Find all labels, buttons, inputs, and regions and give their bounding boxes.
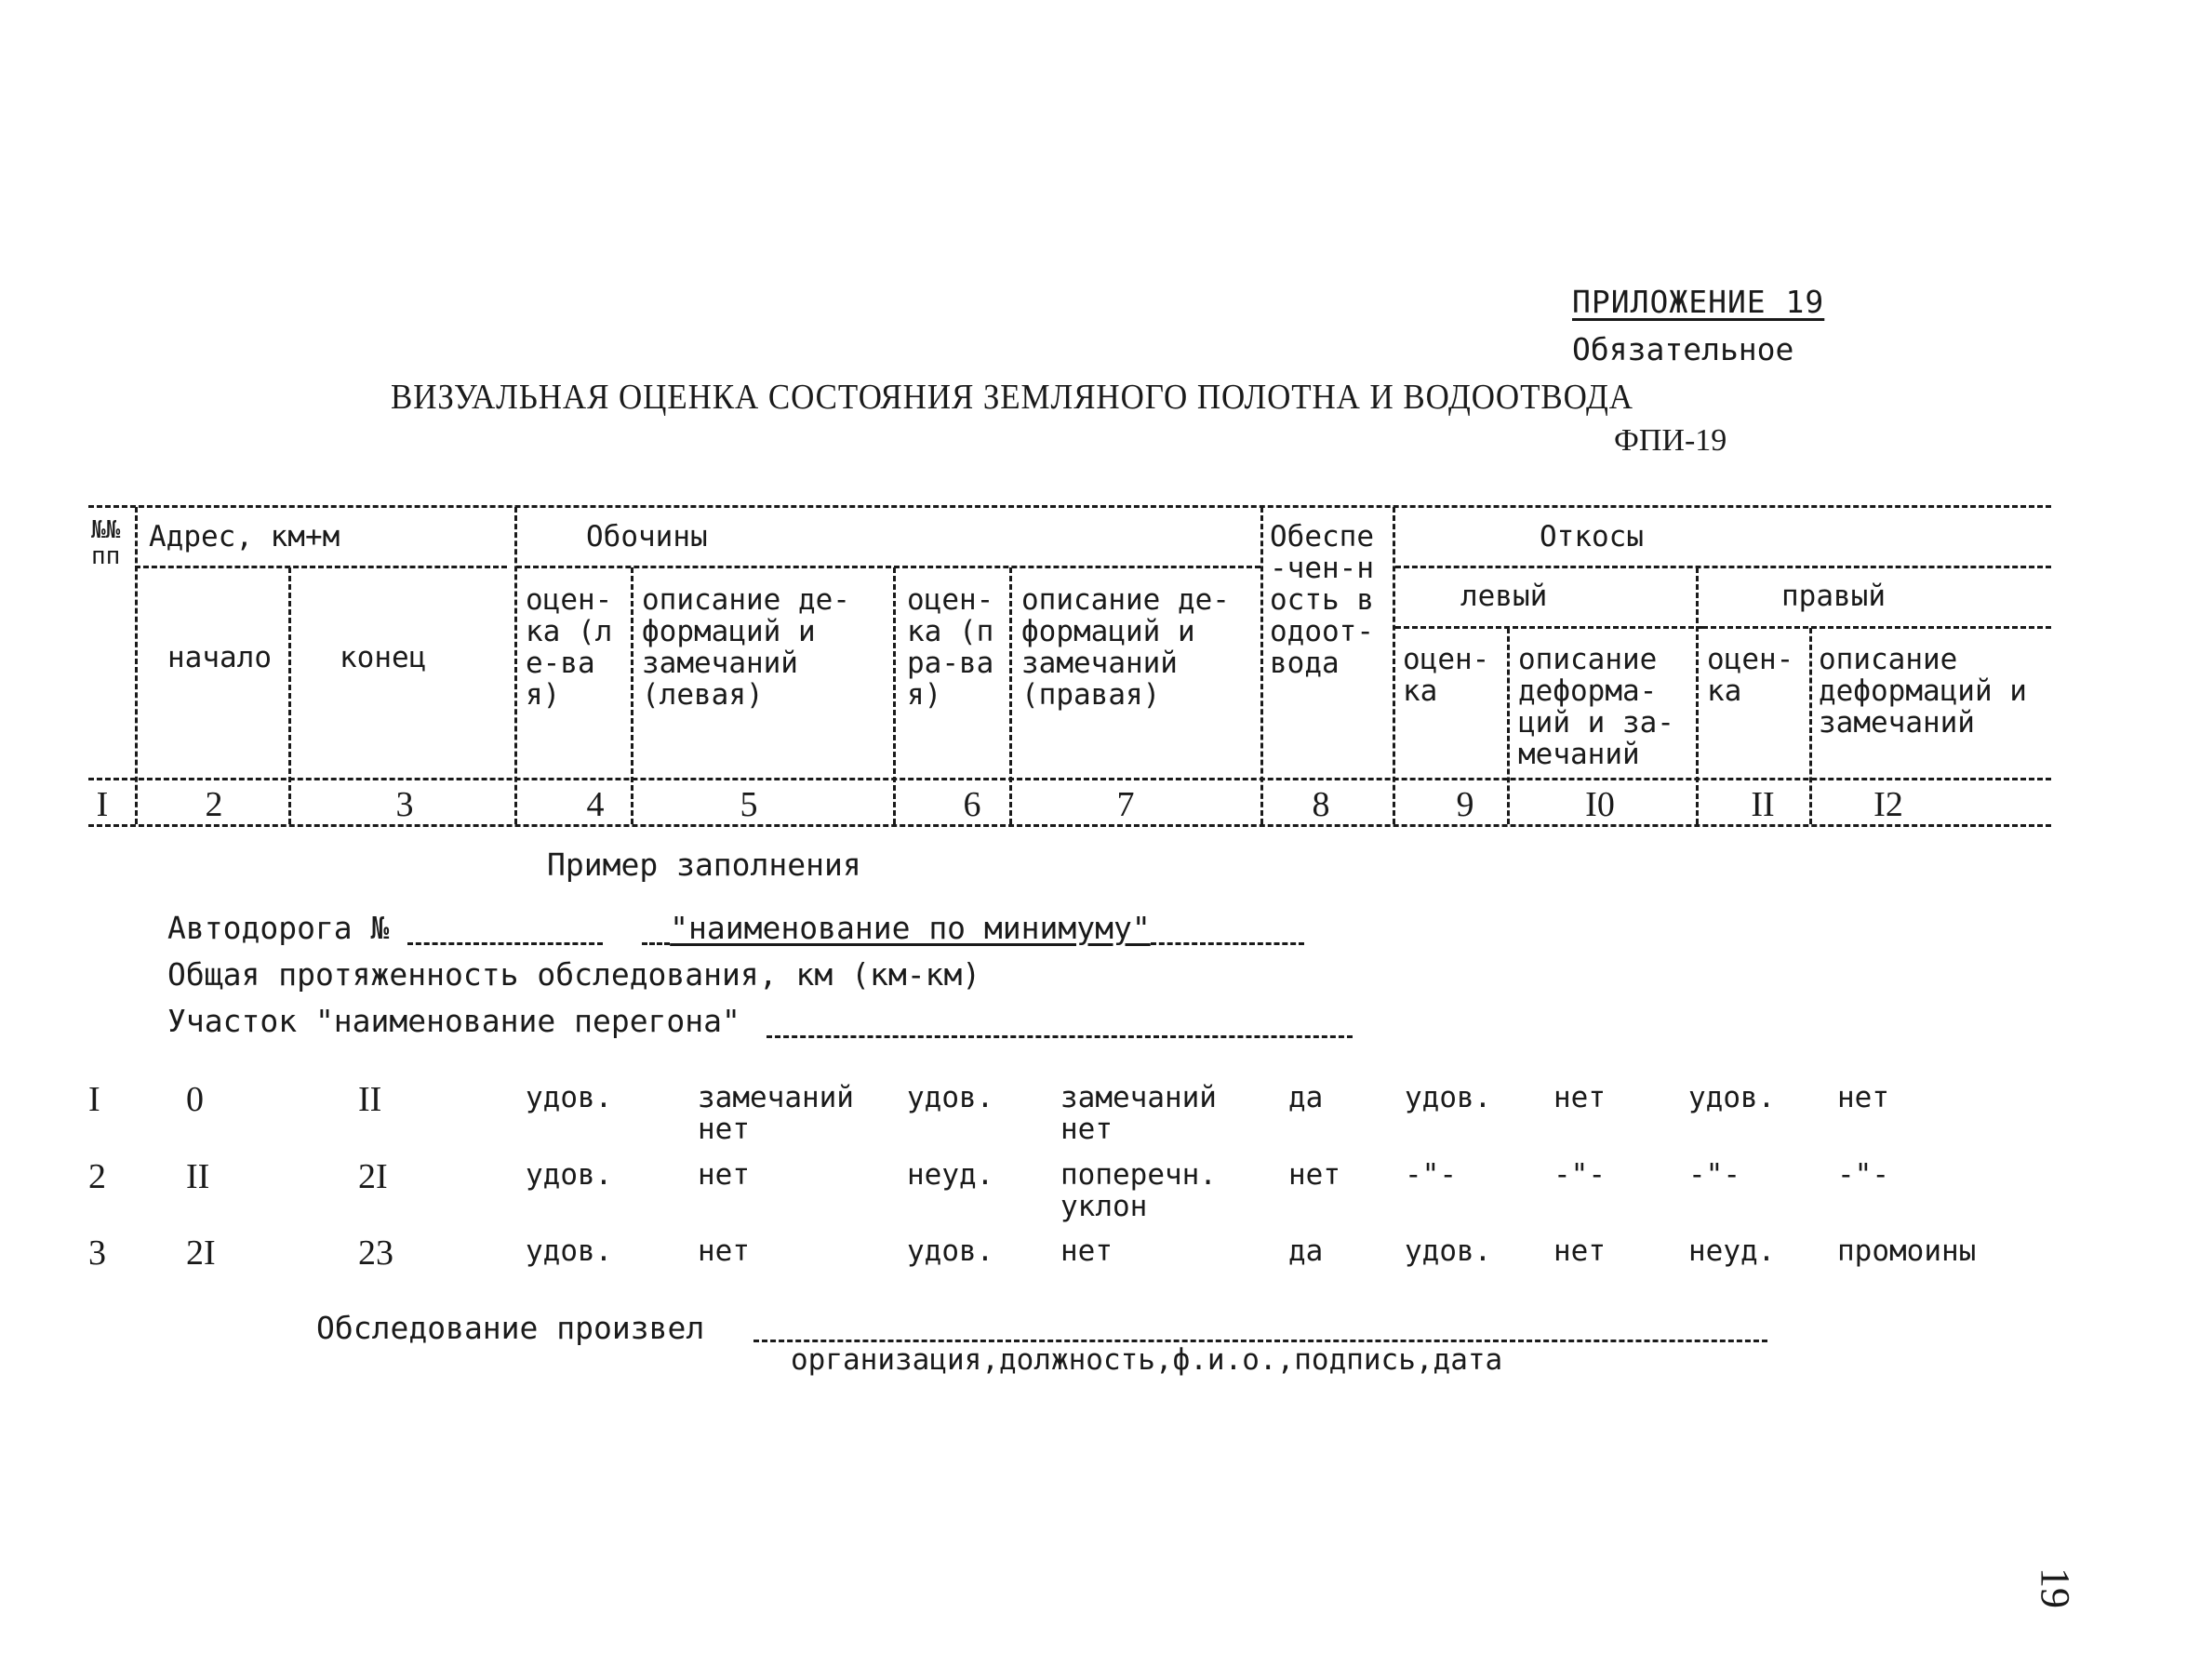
col-divider xyxy=(631,567,633,824)
col-number: I2 xyxy=(1873,785,1903,824)
header-address-start: начало xyxy=(167,641,272,674)
header-col-number: №№ пп xyxy=(91,516,121,570)
performed-label: Обследование произвел xyxy=(316,1310,705,1346)
row-desc-left: замечаний нет xyxy=(698,1081,854,1146)
header-bottom-rule xyxy=(88,778,2051,780)
table-top-rule xyxy=(88,505,2051,508)
row-end: 23 xyxy=(358,1233,393,1273)
row-rating-left: удов. xyxy=(526,1234,613,1268)
row-drainage: нет xyxy=(1288,1158,1340,1192)
row-slope-right-desc: -"- xyxy=(1837,1158,1889,1192)
col-divider xyxy=(1809,628,1812,824)
row-slope-right-desc: нет xyxy=(1837,1081,1889,1114)
length-label: Общая протяженность обследования, км (км-км) xyxy=(167,956,981,993)
header-slope-left-desc: описание деформа-ций и за-мечаний xyxy=(1518,643,1674,771)
row-slope-right-desc: промоины xyxy=(1837,1234,1977,1268)
section-line xyxy=(167,1005,1353,1038)
col-number: I0 xyxy=(1585,785,1615,824)
col-number: 7 xyxy=(1116,785,1135,824)
row-slope-right-rating: -"- xyxy=(1688,1158,1740,1192)
row-end: II xyxy=(358,1080,382,1119)
row-drainage: да xyxy=(1288,1081,1324,1114)
row-desc-right: замечаний нет xyxy=(1060,1081,1217,1146)
row-rating-left: удов. xyxy=(526,1081,613,1114)
row-slope-right-rating: удов. xyxy=(1688,1081,1776,1114)
row-desc-left: нет xyxy=(698,1234,750,1268)
row-desc-left: нет xyxy=(698,1158,750,1192)
col-number: 5 xyxy=(740,785,758,824)
col-divider xyxy=(288,567,291,824)
col-number: 4 xyxy=(586,785,605,824)
performed-signature-line xyxy=(753,1340,1767,1342)
header-desc-right: описание де-формаций и замечаний (правая) xyxy=(1021,583,1230,712)
row-slope-left-desc: -"- xyxy=(1553,1158,1606,1192)
road-number-blank xyxy=(407,942,603,945)
example-heading: Пример заполнения xyxy=(547,847,861,883)
header-address-end: конец xyxy=(340,641,427,674)
col-divider xyxy=(135,507,138,824)
road-line xyxy=(167,912,1304,945)
header-slopes-right: правый xyxy=(1781,580,1886,613)
slopes-left-sub-rule xyxy=(1395,626,1702,629)
road-name: "наименование по минимуму" xyxy=(670,910,1151,946)
section-blank xyxy=(767,1035,1353,1038)
shoulders-sub-rule xyxy=(516,566,1260,568)
col-divider xyxy=(514,507,517,824)
col-number: I xyxy=(96,785,109,824)
appendix-label: ПРИЛОЖЕНИЕ 19 xyxy=(1572,284,1825,320)
row-number: 2 xyxy=(88,1157,106,1196)
col-divider xyxy=(1009,567,1012,824)
col-divider xyxy=(1393,507,1395,824)
header-slopes-left: левый xyxy=(1460,580,1548,613)
row-desc-right: поперечн. уклон xyxy=(1060,1158,1217,1223)
header-rating-right: оцен-ка (пра-вая) xyxy=(907,583,994,712)
performed-hint: организация,должность,ф.и.о.,подпись,дата xyxy=(791,1343,1503,1377)
slopes-sub-rule xyxy=(1395,566,2051,568)
row-end: 2I xyxy=(358,1157,388,1196)
header-rating-left: оцен-ка (ле-вая) xyxy=(526,583,613,712)
header-address: Адрес, км+м xyxy=(149,520,340,553)
col-number: 8 xyxy=(1312,785,1330,824)
row-slope-right-rating: неуд. xyxy=(1688,1234,1776,1268)
row-rating-left: удов. xyxy=(526,1158,613,1192)
col-number: 2 xyxy=(205,785,223,824)
road-label: Автодорога № xyxy=(167,910,390,946)
header-shoulders: Обочины xyxy=(586,520,708,553)
row-start: 0 xyxy=(186,1080,204,1119)
col-number: 3 xyxy=(395,785,414,824)
row-drainage: да xyxy=(1288,1234,1324,1268)
row-slope-left-desc: нет xyxy=(1553,1234,1606,1268)
row-slope-left-rating: -"- xyxy=(1405,1158,1457,1192)
row-slope-left-rating: удов. xyxy=(1405,1081,1492,1114)
road-leader xyxy=(642,942,670,945)
road-trailing-blank xyxy=(1151,942,1304,945)
row-slope-left-rating: удов. xyxy=(1405,1234,1492,1268)
slopes-right-sub-rule xyxy=(1702,626,2051,629)
row-start: II xyxy=(186,1157,210,1196)
header-slope-right-desc: описание деформаций и замечаний xyxy=(1819,643,2027,740)
header-desc-left: описание де-формаций и замечаний (левая) xyxy=(642,583,850,712)
row-rating-right: удов. xyxy=(907,1234,994,1268)
row-rating-right: удов. xyxy=(907,1081,994,1114)
col-number: 9 xyxy=(1456,785,1474,824)
row-number: I xyxy=(88,1080,100,1119)
row-desc-right: нет xyxy=(1060,1234,1113,1268)
address-sub-rule xyxy=(135,566,507,568)
col-divider xyxy=(1696,567,1699,824)
form-code: ФПИ-19 xyxy=(1614,423,1727,458)
row-start: 2I xyxy=(186,1233,216,1273)
row-rating-right: неуд. xyxy=(907,1158,994,1192)
section-label: Участок "наименование перегона" xyxy=(167,1003,740,1039)
col-number: 6 xyxy=(963,785,981,824)
page-title: ВИЗУАЛЬНАЯ ОЦЕНКА СОСТОЯНИЯ ЗЕМЛЯНОГО ПОЛОТНА И ВОДООТВОДА xyxy=(391,378,1633,417)
col-number: II xyxy=(1751,785,1775,824)
status-label: Обязательное xyxy=(1572,331,1794,367)
header-slope-right-rating: оцен-ка xyxy=(1707,643,1794,708)
header-slope-left-rating: оцен-ка xyxy=(1403,643,1490,708)
row-slope-left-desc: нет xyxy=(1553,1081,1606,1114)
col-divider xyxy=(893,567,896,824)
header-drainage: Обеспе-чен-ность водоот-вода xyxy=(1270,520,1374,680)
col-divider xyxy=(1260,507,1263,824)
col-divider xyxy=(1507,628,1510,824)
header-slopes: Откосы xyxy=(1540,520,1644,553)
row-number: 3 xyxy=(88,1233,106,1273)
page-number: 19 xyxy=(2033,1567,2078,1608)
